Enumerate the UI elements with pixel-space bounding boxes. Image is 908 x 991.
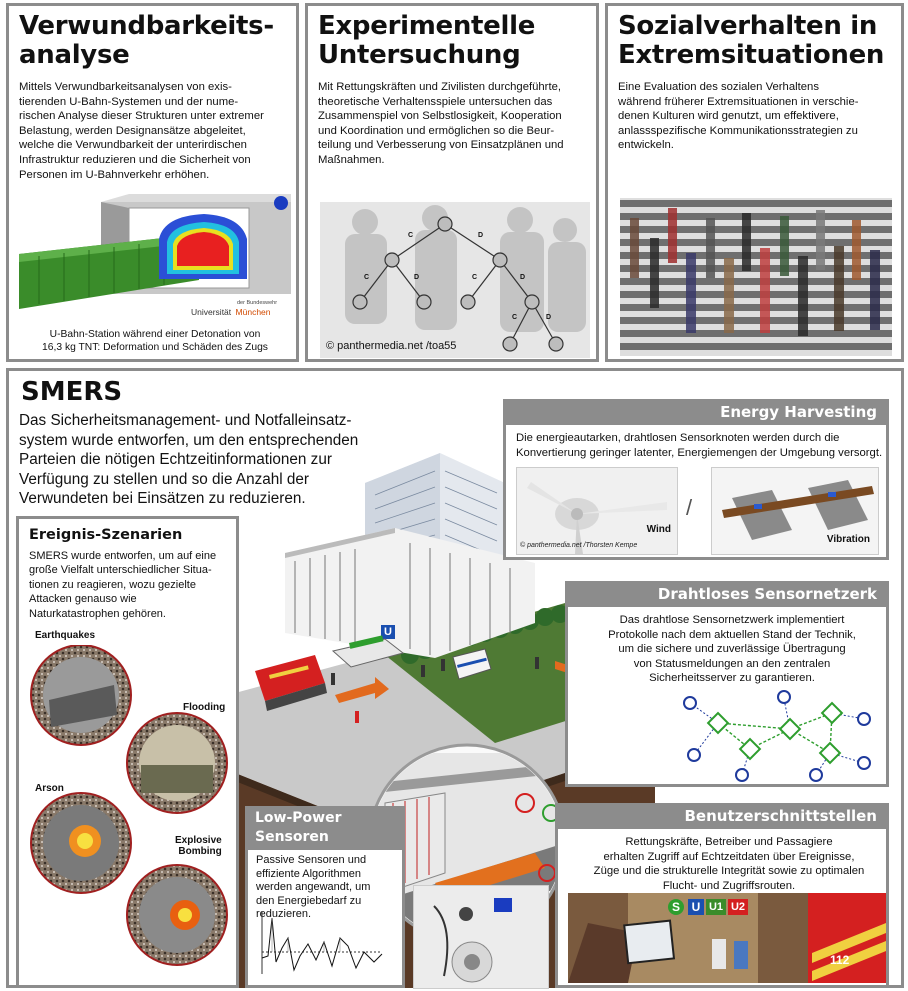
game-tree-image — [320, 202, 590, 358]
smers-text: Das Sicherheitsmanagement- und Notfalleinsatz- system wurde entworfen, um den entsprechenden Parteien die nötigen Echtzeitinformationen zur Verfügung zu stellen und so die Anzahl der Verwundeten bei Einsätzen zu reduzieren. — [19, 412, 359, 507]
panel-social — [605, 3, 904, 362]
sensor-network-diagram — [568, 683, 886, 783]
tree-label: D — [414, 274, 420, 281]
lowpower-text: Passive Sensoren und effiziente Algorithmen werden angewandt, um den Energiebedarf zu reduzieren. — [256, 854, 371, 920]
tree-label: C — [512, 314, 518, 321]
tree-label: C — [408, 232, 414, 239]
panel-experiment — [305, 3, 599, 362]
scenarios-text: SMERS wurde entworfen, um auf eine große Vielfalt unterschiedlicher Situa- tionen zu reagieren, wozu gezielte Attacken genauso wie Naturkatastrophen gehören. — [29, 550, 217, 620]
sensor-hardware-image — [413, 885, 549, 989]
sign-u2: U2 — [728, 899, 748, 915]
user-interface-photo — [568, 893, 886, 983]
scenario-label-arson: Arson — [35, 783, 64, 794]
scenario-tunnels-image — [19, 645, 236, 985]
smers-title: SMERS — [21, 377, 123, 407]
panel-vulnerability — [6, 3, 299, 362]
tree-label: C — [472, 274, 478, 281]
sign-s: S — [668, 899, 684, 915]
tree-label: D — [478, 232, 484, 239]
scenario-label-flooding: Flooding — [183, 702, 226, 713]
tree-label: D — [546, 314, 552, 321]
truck-number: 112 — [830, 953, 850, 967]
tree-label: C — [364, 274, 370, 281]
panel-scenarios — [16, 516, 239, 988]
wind-credit: © panthermedia.net /Thorsten Kempe — [520, 542, 638, 549]
panel-energy — [503, 425, 889, 560]
station-u-sign: U — [384, 626, 392, 638]
social-title: Sozialverhalten in Extremsituationen — [618, 11, 885, 70]
energy-text: Die energieautarken, drahtlosen Sensorknoten werden durch die Konvertierung geringer latenter, Energiemengen der Umgebung versorgt. — [516, 432, 883, 459]
lowpower-title: Low-Power Sensoren — [245, 806, 405, 850]
panel-lowpower — [245, 850, 405, 988]
ui-text: Rettungskräfte, Betreiber und Passagiere erhalten Zugriff auf Echtzeitdaten über Ereignisse, Züge und die strukturelle Integrität sowie zu optimalen Flucht- und Zugriffsrouten. — [593, 836, 865, 892]
experiment-text: Mit Rettungskräften und Zivilisten durchgeführte, theoretische Verhaltensspiele untersuchen das Zusammenspiel von Selbstlosigkeit, Kooperation und Koordination und ermöglichen so die Beur- teilung und Verbesserung von Einsatzplänen und Maßnahmen. — [318, 81, 564, 166]
wind-label: Wind — [646, 524, 671, 535]
signal-waveform-chart — [256, 908, 386, 980]
sign-u: U — [688, 899, 704, 915]
sign-u1: U1 — [706, 899, 726, 915]
vibration-rail-image — [711, 467, 879, 555]
panel-ui — [555, 829, 889, 988]
network-title: Drahtloses Sensornetzerk — [565, 581, 889, 607]
panel-network — [565, 607, 889, 787]
unibw-logo: der Bundeswehr Universität München — [191, 300, 278, 317]
energy-slash: / — [686, 495, 693, 520]
vulnerability-text: Mittels Verwundbarkeitsanalysen von exis- tierenden U-Bahn-Systemen und der nume- rischen Analyse dieser Strukturen unter extremer Belastung, werden Designansätze abgeleitet, welche die Verwundbarkeit der unterirdischen Infrastruktur reduzieren und die Sicherheit von Personen im U-Bahnverkehr erhöhen. — [19, 81, 264, 181]
tree-label: D — [520, 274, 526, 281]
ui-title: Benutzerschnittstellen — [555, 803, 889, 829]
social-text: Eine Evaluation des sozialen Verhaltens während früherer Extremsituationen in verschie- denen Kulturen wird genutzt, um effektivere, anlassspezifische Kommunikationsstrategien zu entwickeln. — [618, 81, 859, 152]
scenarios-title: Ereignis-Szenarien — [29, 527, 183, 543]
vibration-label: Vibration — [826, 534, 870, 545]
scenario-label-earthquakes: Earthquakes — [35, 630, 96, 641]
energy-title: Energy Harvesting — [503, 399, 889, 425]
experiment-title: Experimentelle Untersuchung — [318, 11, 536, 70]
vulnerability-title: Verwundbarkeits- analyse — [19, 11, 274, 70]
wind-turbine-image — [516, 467, 678, 555]
scenario-label-explosive: Explosive Bombing — [175, 835, 222, 857]
vulnerability-caption: U-Bahn-Station während einer Detonation von 16,3 kg TNT: Deformation und Schäden des Zugs — [42, 329, 268, 353]
crowd-crosswalk-image — [620, 198, 892, 356]
network-text: Das drahtlose Sensornetzwerk implementiert Protokolle nach dem aktuellen Stand der Technik, um die sichere und zuverlässige Übertragung von Statusmeldungen an den zentralen Sicherheitsserver zu garantieren. — [608, 614, 856, 685]
panel-smers — [6, 368, 904, 988]
experiment-photo-credit: © panthermedia.net /toa55 — [326, 340, 457, 352]
